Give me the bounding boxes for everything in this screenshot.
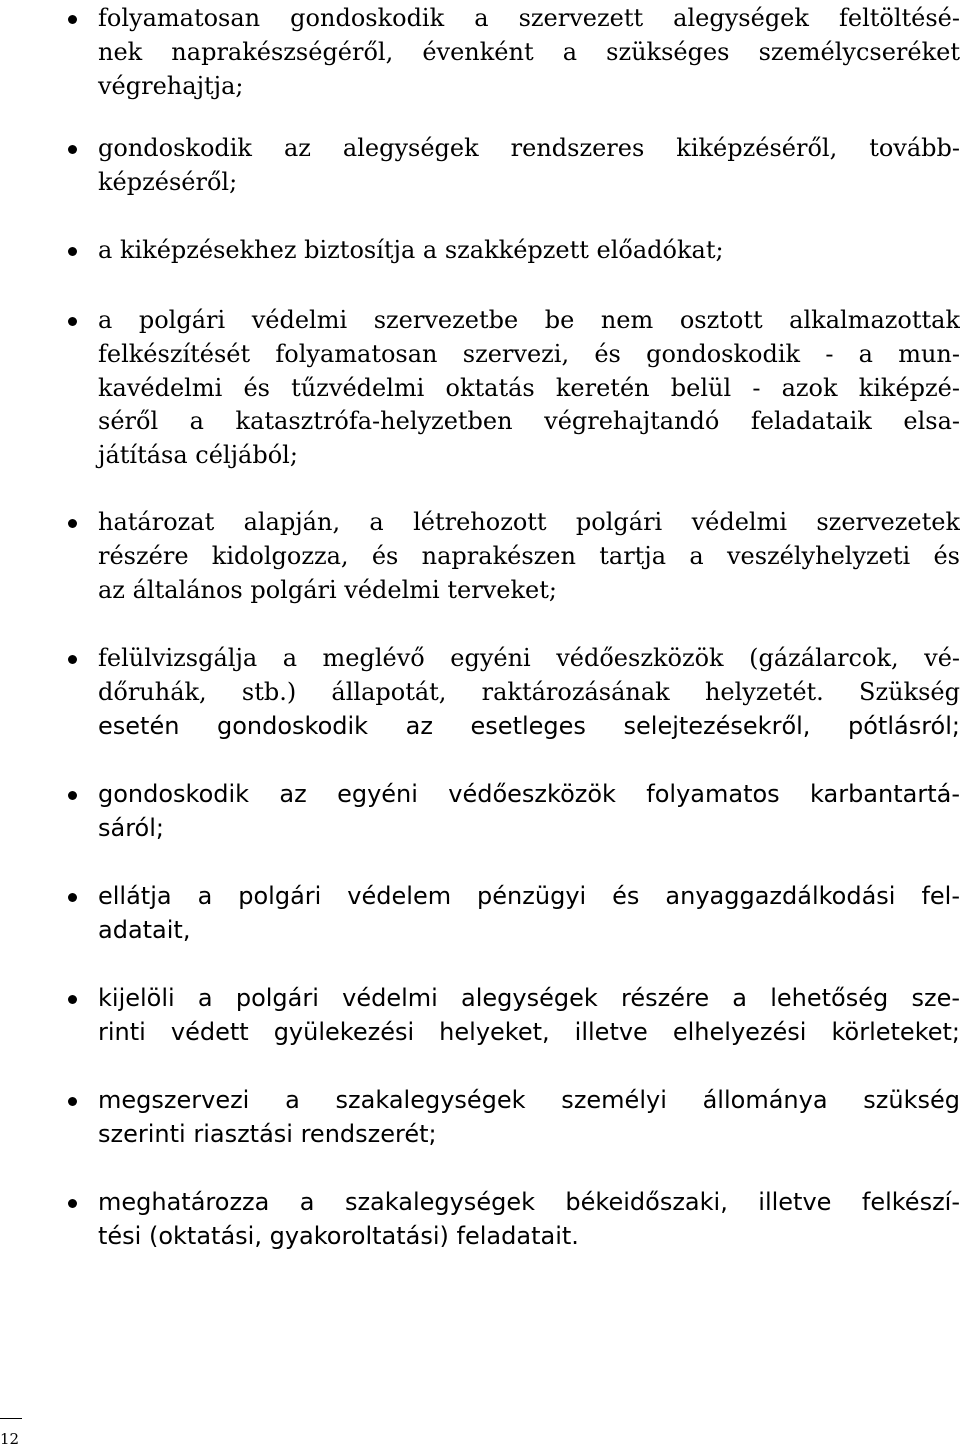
bullet-icon bbox=[68, 791, 77, 800]
list-item bbox=[98, 2, 960, 103]
bullet-icon bbox=[68, 1097, 77, 1106]
list-item bbox=[98, 234, 960, 268]
list-item-line: dőruhák, stb.) állapotát, raktározásának helyzetét. Szükség bbox=[98, 677, 960, 706]
list-item-line: megszervezi a szakalegységek személyi állománya szükség bbox=[98, 1086, 960, 1114]
bullet-icon bbox=[68, 995, 77, 1004]
list-item-line: tési (oktatási, gyakoroltatási) feladatait. bbox=[98, 1221, 579, 1250]
list-item-line: a polgári védelmi szervezetbe be nem osztott alkalmazottak bbox=[98, 306, 960, 334]
list-item bbox=[98, 642, 960, 743]
page-number: 12 bbox=[0, 1430, 20, 1448]
list-item bbox=[98, 1186, 960, 1254]
list-item-line: adatait, bbox=[98, 915, 191, 944]
bullet-icon bbox=[68, 519, 77, 528]
bullet-icon bbox=[68, 1199, 77, 1208]
list-item-line: gondoskodik az alegységek rendszeres kiképzéséről, tovább- bbox=[98, 134, 960, 162]
list-item bbox=[98, 1084, 960, 1152]
bullet-icon bbox=[68, 15, 77, 24]
list-item-line: részére kidolgozza, és naprakészen tartja a veszélyhelyzeti és bbox=[98, 541, 960, 570]
list-item bbox=[98, 982, 960, 1050]
bullet-icon bbox=[68, 145, 77, 154]
list-item-line: kijelöli a polgári védelmi alegységek részére a lehetőség sze- bbox=[98, 984, 960, 1012]
list-item-line: határozat alapján, a létrehozott polgári védelmi szervezetek bbox=[98, 508, 960, 536]
list-item-line: rinti védett gyülekezési helyeket, illetve elhelyezési körleteket; bbox=[98, 1017, 960, 1046]
list-item-line: a kiképzésekhez biztosítja a szakképzett előadókat; bbox=[98, 236, 724, 264]
list-item bbox=[98, 132, 960, 200]
bullet-icon bbox=[68, 317, 77, 326]
list-item-line: ellátja a polgári védelem pénzügyi és anyaggazdálkodási fel- bbox=[98, 882, 960, 910]
list-item-line: felkészítését folyamatosan szervezi, és gondoskodik - a mun- bbox=[98, 339, 960, 368]
bullet-icon bbox=[68, 655, 77, 664]
list-item-line: séről a katasztrófa-helyzetben végrehajtandó feladataik elsa- bbox=[98, 407, 960, 436]
list-item bbox=[98, 304, 960, 473]
list-item bbox=[98, 880, 960, 948]
list-item-line: esetén gondoskodik az esetleges selejtezésekről, pótlásról; bbox=[98, 711, 960, 740]
page-number-rule bbox=[0, 1418, 22, 1419]
list-item-line: játítása céljából; bbox=[98, 441, 298, 470]
list-item-line: meghatározza a szakalegységek békeidőszaki, illetve felkészí- bbox=[98, 1188, 960, 1216]
list-item-line: végrehajtja; bbox=[98, 71, 244, 100]
list-item-line: az általános polgári védelmi terveket; bbox=[98, 575, 557, 604]
list-item-line: szerinti riasztási rendszerét; bbox=[98, 1119, 437, 1148]
list-item bbox=[98, 506, 960, 607]
list-item-line: folyamatosan gondoskodik a szervezett alegységek feltöltésé- bbox=[98, 4, 960, 32]
list-item-line: képzéséről; bbox=[98, 167, 238, 196]
list-item-line: nek naprakészségéről, évenként a szükséges személycseréket bbox=[98, 37, 960, 66]
list-item-line: felülvizsgálja a meglévő egyéni védőeszközök (gázálarcok, vé- bbox=[98, 644, 960, 672]
list-item-line: sáról; bbox=[98, 813, 164, 842]
list-item-line: kavédelmi és tűzvédelmi oktatás keretén belül - azok kiképzé- bbox=[98, 373, 960, 402]
list-item-line: gondoskodik az egyéni védőeszközök folyamatos karbantartá- bbox=[98, 780, 960, 808]
bullet-icon bbox=[68, 247, 77, 256]
bullet-icon bbox=[68, 893, 77, 902]
list-item bbox=[98, 778, 960, 846]
